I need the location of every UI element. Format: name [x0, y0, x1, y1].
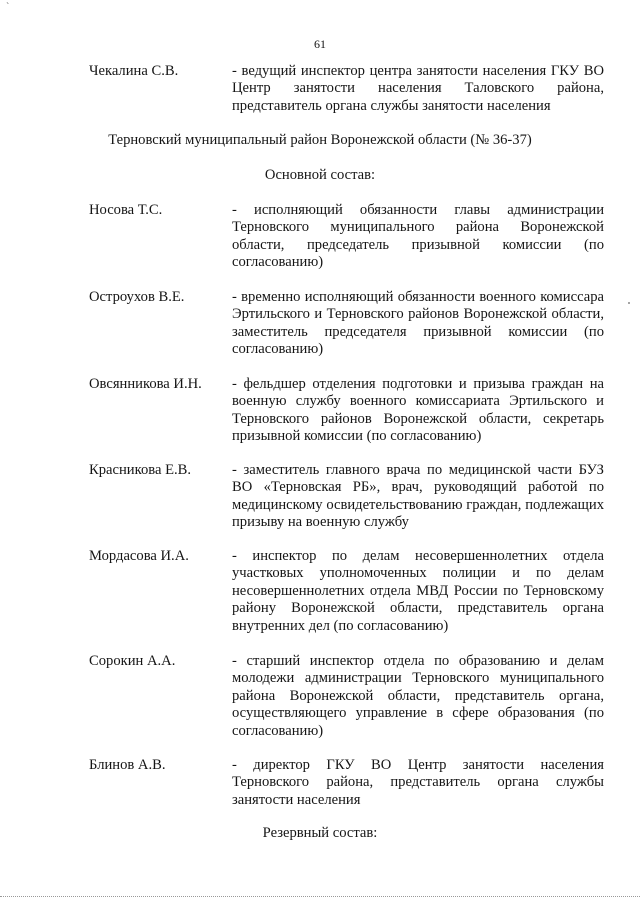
member-name: Остроухов В.Е. [89, 289, 185, 305]
member-entry-mordasova [89, 548, 604, 635]
scan-speck [628, 302, 630, 304]
member-description: - исполняющий обязанности главы администрации Терновского муниципального района Воронежской области, председатель призывной комиссии (по согласованию) [232, 202, 604, 271]
member-name: Блинов А.В. [89, 757, 166, 773]
member-name: Мордасова И.А. [89, 548, 189, 564]
member-entry-blinov [89, 757, 604, 809]
main-composition-heading: Основной состав: [264, 167, 376, 183]
member-description: - заместитель главного врача по медицинской части БУЗ ВО «Терновская РБ», врач, руководящий работой по медицинскому освидетельствованию граждан, подлежащих призыву на военную службу [232, 462, 604, 531]
member-description: - ведущий инспектор центра занятости населения ГКУ ВО Центр занятости населения Таловского района, представитель органа службы занятости населения [232, 63, 604, 114]
scan-corner-mark: ` [6, 2, 10, 13]
member-name: Овсянникова И.Н. [89, 376, 202, 392]
member-entry-krasnikova [89, 462, 604, 532]
member-entry-ostroukhov [89, 289, 604, 359]
scan-bottom-edge [0, 896, 640, 897]
member-name: Красникова Е.В. [89, 462, 192, 478]
member-description: - временно исполняющий обязанности военного комиссара Эртильского и Терновского районов Воронежской области, заместитель председателя призывной комиссии (по согласованию) [232, 289, 604, 358]
member-entry-nosova [89, 202, 604, 272]
page-number: 61 [314, 37, 326, 51]
member-name: Носова Т.С. [89, 202, 163, 218]
member-entry-sorokin [89, 653, 604, 740]
district-heading: Терновский муниципальный район Воронежской области (№ 36-37) [108, 132, 532, 148]
member-entry-ovsyannikova [89, 376, 604, 446]
member-name: Чекалина С.В. [89, 63, 179, 79]
member-entry-chekalina [89, 63, 604, 115]
reserve-composition-heading: Резервный состав: [262, 825, 378, 841]
member-description: - старший инспектор отдела по образованию и делам молодежи администрации Терновского муниципального района Воронежской области, представитель органа, осуществляющего управление в сфере образования (по согласованию) [232, 653, 604, 739]
member-description: - инспектор по делам несовершеннолетних отдела участковых уполномоченных полиции и по делам несовершеннолетних отдела МВД России по Терновскому району Воронежской области, представитель органа внутренних дел (по согласованию) [232, 548, 604, 634]
member-name: Сорокин А.А. [89, 653, 176, 669]
member-description: - фельдшер отделения подготовки и призыва граждан на военную службу военного комиссариата Эртильского и Терновского районов Воронежской области, секретарь призывной комиссии (по согласованию) [232, 376, 604, 445]
member-description: - директор ГКУ ВО Центр занятости населения Терновского района, представитель органа службы занятости населения [232, 757, 604, 808]
